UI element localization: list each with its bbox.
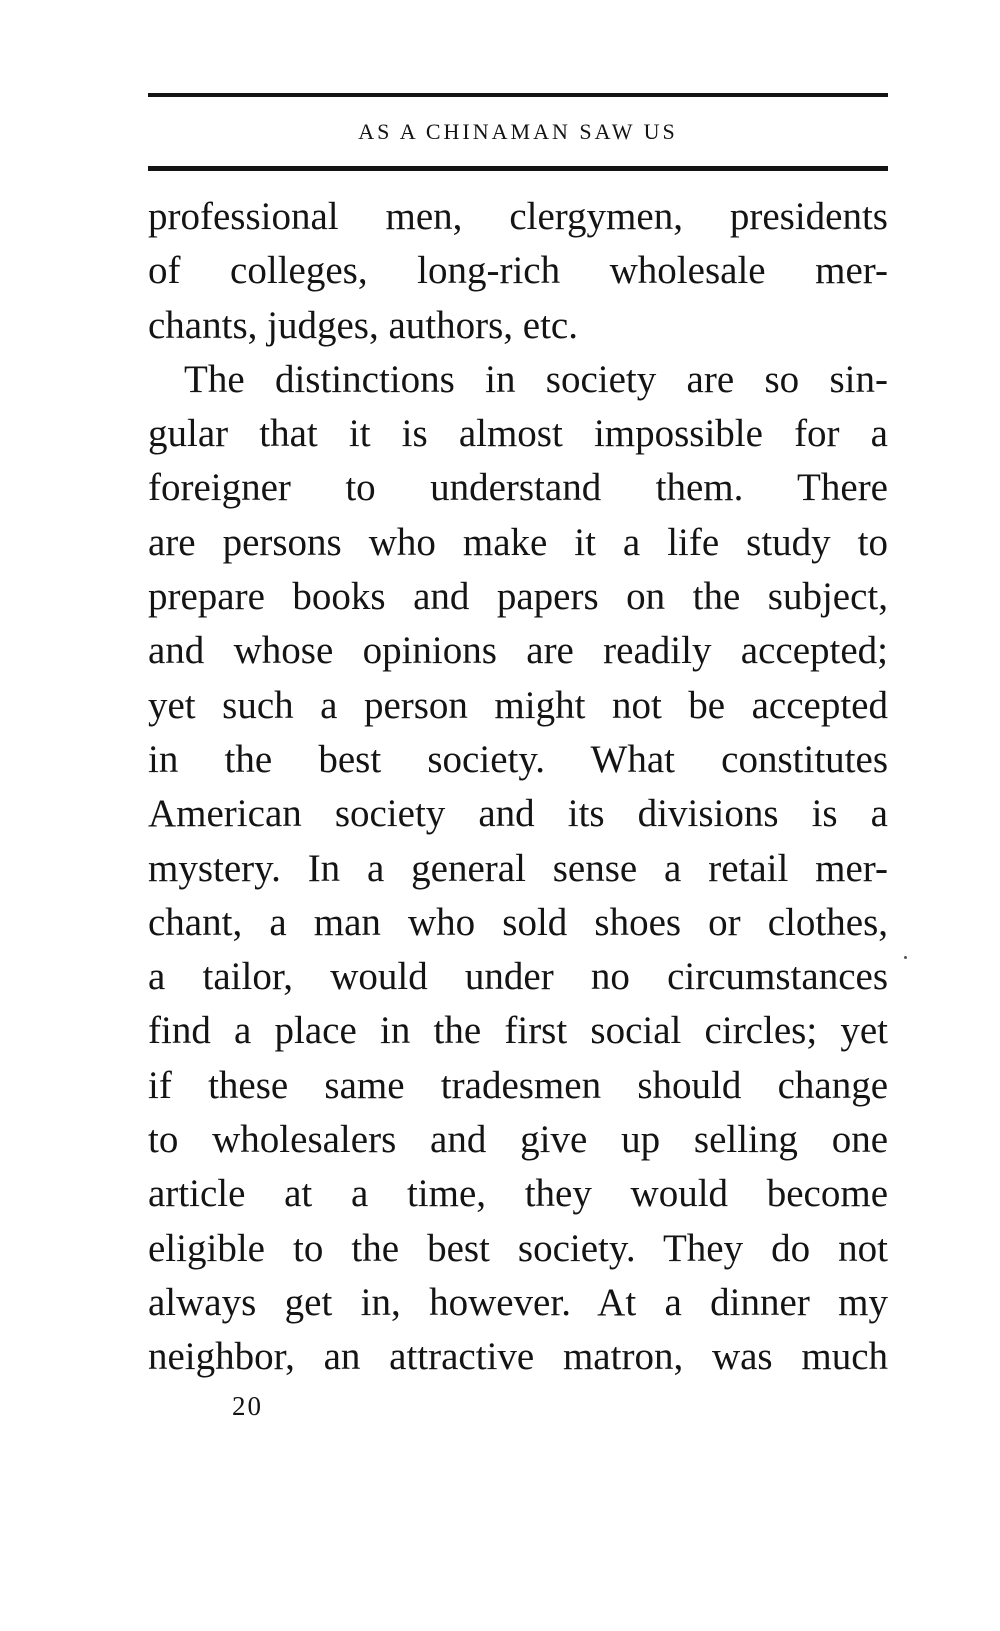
text-line: find a place in the first social circles; yet bbox=[148, 1009, 888, 1053]
text-line: and whose opinions are readily accepted; bbox=[148, 629, 888, 673]
print-speck bbox=[904, 956, 907, 959]
text-line: if these same tradesmen should change bbox=[148, 1063, 888, 1107]
header-rule-top bbox=[148, 93, 888, 97]
text-line: professional men, clergymen, presidents bbox=[148, 195, 888, 238]
text-line: are persons who make it a life study to bbox=[148, 520, 888, 564]
text-line: article at a time, they would become bbox=[148, 1172, 888, 1216]
page-number: 20 bbox=[232, 1391, 263, 1421]
text-line: The distinctions in society are so sin- bbox=[184, 357, 888, 401]
text-line: mystery. In a general sense a retail mer- bbox=[148, 846, 888, 890]
text-line: a tailor, would under no circumstances bbox=[148, 955, 888, 999]
text-line: chant, a man who sold shoes or clothes, bbox=[148, 900, 888, 944]
text-line: gular that it is almost impossible for a bbox=[148, 412, 888, 456]
text-line: foreigner to understand them. There bbox=[148, 466, 888, 510]
text-line: in the best society. What constitutes bbox=[148, 737, 888, 781]
header-rule-bottom bbox=[148, 166, 888, 171]
text-line: of colleges, long-rich wholesale mer- bbox=[148, 249, 888, 293]
text-line: neighbor, an attractive matron, was much bbox=[148, 1335, 888, 1379]
text-line: eligible to the best society. They do not bbox=[148, 1226, 888, 1270]
text-line: prepare books and papers on the subject, bbox=[148, 575, 888, 619]
body-text bbox=[148, 190, 888, 1385]
running-head: AS A CHINAMAN SAW US bbox=[358, 119, 678, 144]
text-line: American society and its divisions is a bbox=[148, 792, 888, 836]
text-line: to wholesalers and give up selling one bbox=[148, 1118, 888, 1162]
text-line: chants, judges, authors, etc. bbox=[148, 303, 578, 347]
text-line: always get in, however. At a dinner my bbox=[148, 1280, 888, 1324]
text-line: yet such a person might not be accepted bbox=[148, 683, 888, 727]
